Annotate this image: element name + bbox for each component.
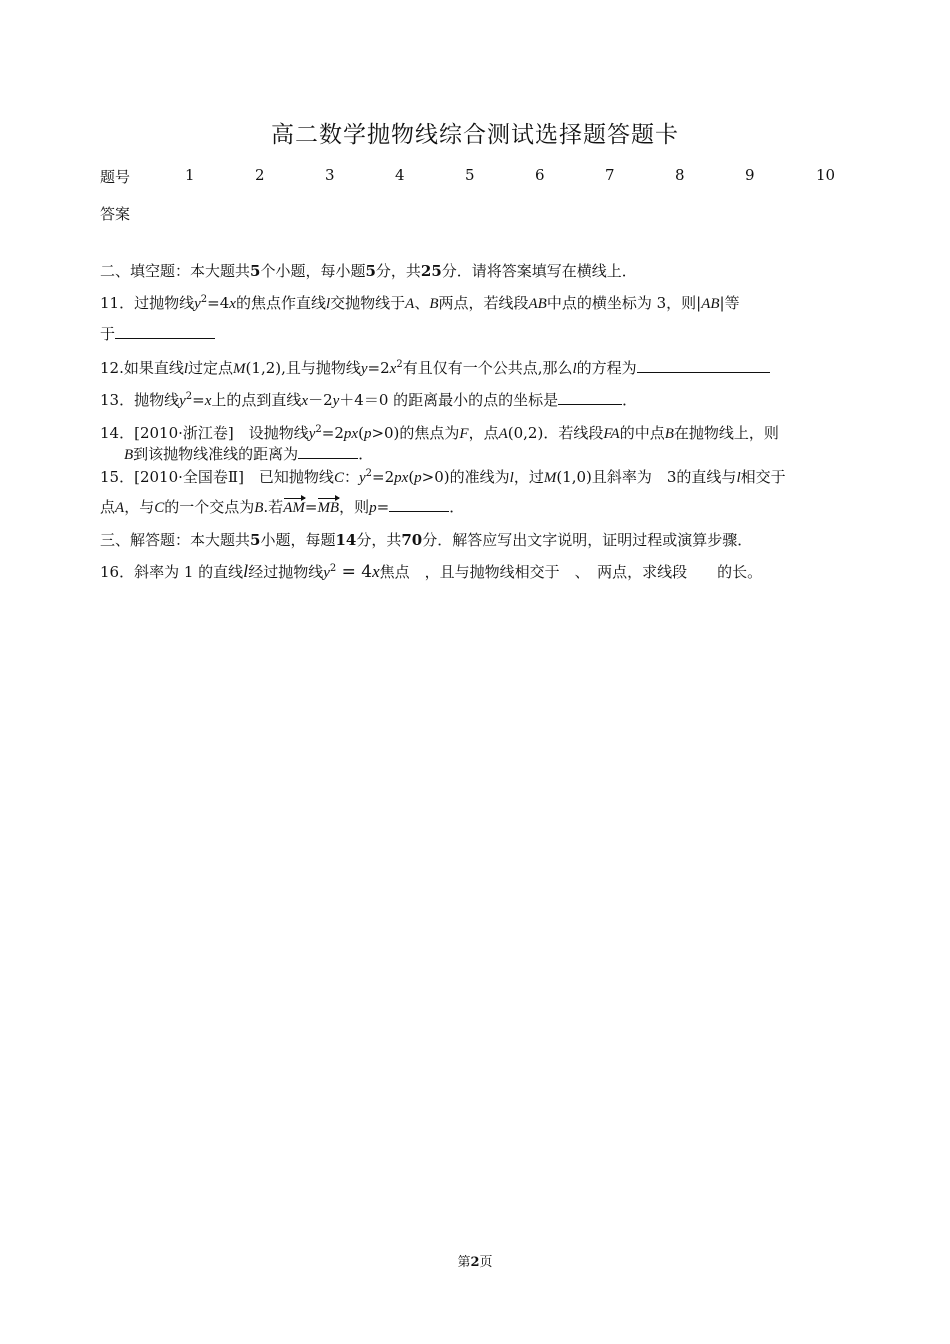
answer-blank-12[interactable] [637,358,770,373]
question-14: 14．[2010·浙江卷] 设抛物线$y^2=2px(p>0)$的焦点为F，点A(0,2)．若线段FA的中点B在抛物线上，则 [100,424,779,442]
vector-am: AM [283,500,305,516]
answer-blank-14[interactable] [298,446,358,459]
answer-blank-11[interactable] [115,324,215,339]
section-solutions-header: 三、解答题：本大题共5小题，每题14分，共70分．解答应写出文字说明，证明过程或演算步骤． [100,531,753,549]
page-title: 高二数学抛物线综合测试选择题答题卡 [271,122,679,148]
question-15: 15．[2010·全国卷Ⅱ] 已知抛物线C：$y^2=2px(p>0)$的准线为l，过M(1,0)且斜率为 3的直线与l相交于 [100,468,786,486]
question-number-6: 6 [535,166,545,184]
vector-mb: MB [317,500,340,516]
question-14-continued: B到该抛物线准线的距离为 ． [124,445,374,463]
question-number-3: 3 [325,166,335,184]
question-number-5: 5 [465,166,475,184]
question-number-7: 7 [605,166,615,184]
section-fill-in-header: 二、填空题：本大题共5个小题，每小题5分，共25分．请将答案填写在横线上． [100,262,637,280]
question-number-2: 2 [255,166,265,184]
question-number-label: 题号 [100,168,131,186]
question-number-1: 1 [185,166,195,184]
question-15-continued: 点A，与C的一个交点为B.若AM=MB，则p= ． [100,498,465,516]
answer-blank-15[interactable] [389,499,449,512]
question-13: 13．抛物线$y^2=x$上的点到直线x－2y＋4＝0 的距离最小的点的坐标是 ． [100,391,638,409]
question-number-8: 8 [675,166,685,184]
question-number-9: 9 [745,166,755,184]
answer-blank-13[interactable] [558,392,622,405]
question-12: 12.如果直线l过定点M(1,2),且与抛物线$y=2x^2$有且仅有一个公共点,那么l的方程为 [100,357,770,378]
question-number-4: 4 [395,166,405,184]
question-number-10: 10 [816,166,836,184]
answer-label: 答案 [100,205,131,223]
question-11: 11．过抛物线$y^2=4x$的焦点作直线l交抛物线于A、B两点，若线段AB中点的横坐标为 3，则|AB|等 [100,294,740,312]
question-16: 16．斜率为 1 的直线l经过抛物线$y^2 = 4x$焦点 ，且与抛物线相交于 、 两点，求线段 的长。 [100,561,763,582]
question-11-continued: 于 [100,323,215,344]
page-number: 第2页 [457,1255,493,1270]
